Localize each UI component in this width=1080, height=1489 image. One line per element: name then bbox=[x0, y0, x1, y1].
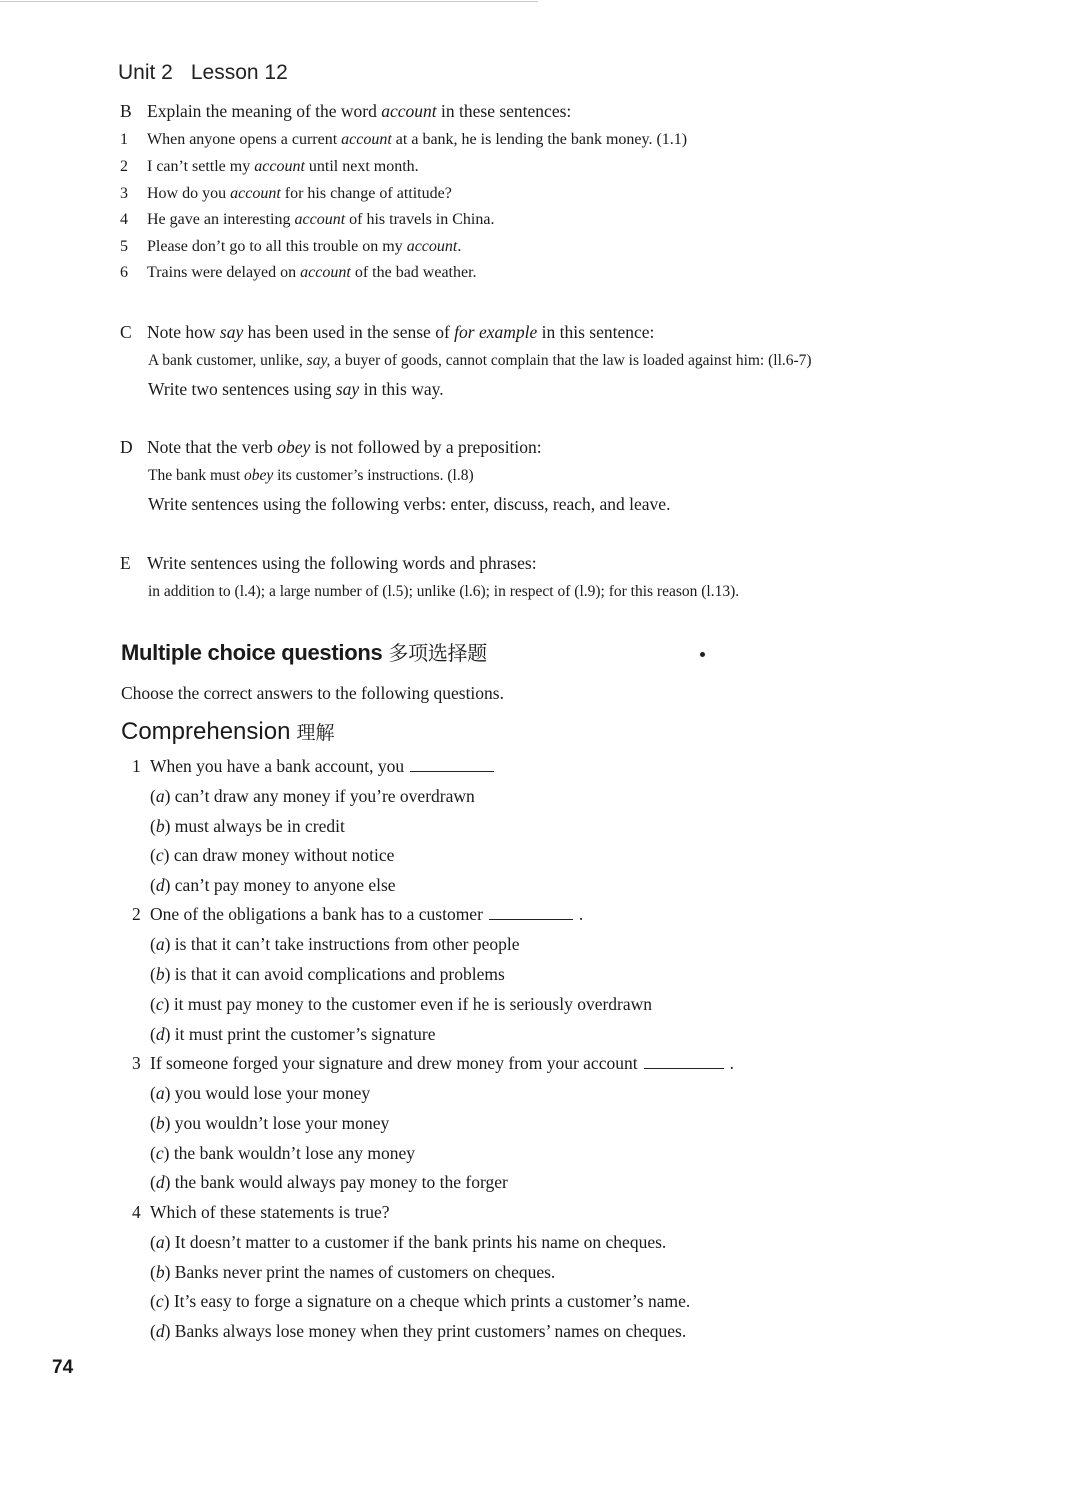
text: its customer’s instructions. (l.8) bbox=[273, 467, 474, 484]
answer-blank[interactable] bbox=[644, 1056, 724, 1069]
item-text-post: at a bank, he is lending the bank money. (1.1) bbox=[391, 131, 688, 148]
section-letter: E bbox=[120, 553, 131, 573]
text: has been used in the sense of bbox=[243, 322, 455, 342]
item-word: account bbox=[406, 238, 458, 255]
option[interactable]: (b) must always be in credit bbox=[150, 816, 345, 836]
option-label: b bbox=[155, 964, 165, 984]
b-item bbox=[120, 158, 419, 176]
question-number: 2 bbox=[132, 904, 141, 924]
option[interactable]: (d) Banks always lose money when they print customers’ names on cheques. bbox=[150, 1321, 687, 1341]
section-c-example bbox=[148, 352, 812, 370]
option-text: It’s easy to forge a signature on a cheque which prints a customer’s name. bbox=[173, 1291, 691, 1311]
option[interactable]: (d) the bank would always pay money to the forger bbox=[150, 1172, 508, 1192]
option-text: it must print the customer’s signature bbox=[174, 1024, 436, 1044]
text: Write two sentences using bbox=[148, 379, 336, 399]
option-label: d bbox=[155, 1321, 165, 1341]
option-label: a bbox=[155, 934, 165, 954]
option-label: a bbox=[155, 1232, 165, 1252]
item-text-pre: Trains were delayed on bbox=[147, 264, 301, 281]
option-text: it must pay money to the customer even if he is seriously overdrawn bbox=[173, 994, 653, 1014]
option-label: a bbox=[155, 786, 165, 806]
text: Note how bbox=[147, 322, 220, 342]
mcq-title bbox=[121, 637, 487, 666]
italic-word: say bbox=[335, 379, 360, 399]
item-word: account bbox=[230, 185, 281, 202]
option-label: b bbox=[155, 1113, 165, 1133]
text: Note that the verb bbox=[147, 437, 278, 457]
option-label: d bbox=[155, 1024, 165, 1044]
section-letter: B bbox=[120, 101, 132, 121]
option-text: Banks never print the names of customers on cheques. bbox=[174, 1262, 556, 1282]
option-text: must always be in credit bbox=[174, 816, 345, 836]
item-number: 6 bbox=[120, 264, 128, 281]
question-end: . bbox=[729, 1053, 734, 1073]
item-text-post: for his change of attitude? bbox=[280, 185, 452, 202]
option-label: b bbox=[155, 1262, 165, 1282]
option-label: b bbox=[155, 816, 165, 836]
b-item bbox=[120, 131, 687, 149]
option-text: can’t draw any money if you’re overdrawn bbox=[174, 786, 475, 806]
page-number: 74 bbox=[52, 1357, 74, 1378]
mcq-title-en: Multiple choice questions bbox=[121, 640, 383, 665]
option-text: It doesn’t matter to a customer if the bank prints his name on cheques. bbox=[174, 1232, 667, 1252]
item-text-pre: When anyone opens a current bbox=[147, 131, 342, 148]
text: in this sentence: bbox=[537, 322, 655, 342]
b-item bbox=[120, 238, 461, 256]
answer-blank[interactable] bbox=[410, 759, 494, 772]
item-number: 1 bbox=[120, 131, 128, 148]
comprehension-title: Comprehension bbox=[121, 718, 291, 745]
option[interactable]: (c) can draw money without notice bbox=[150, 845, 395, 865]
italic-word: say bbox=[219, 322, 244, 342]
item-word: account bbox=[300, 264, 351, 281]
question bbox=[132, 1202, 390, 1223]
section-c-heading bbox=[120, 322, 654, 343]
option-label: c bbox=[155, 1143, 164, 1163]
stray-dot bbox=[700, 652, 705, 657]
comprehension-heading bbox=[121, 718, 334, 746]
question-text: Which of these statements is true? bbox=[150, 1202, 390, 1222]
option[interactable]: (a) It doesn’t matter to a customer if the bank prints his name on cheques. bbox=[150, 1232, 667, 1252]
section-d-task: Write sentences using the following verbs: enter, discuss, reach, and leave. bbox=[148, 494, 671, 514]
option[interactable]: (a) is that it can’t take instructions from other people bbox=[150, 934, 520, 954]
section-letter: C bbox=[120, 322, 132, 342]
item-word: account bbox=[254, 158, 305, 175]
italic-word: obey bbox=[277, 437, 311, 457]
italic-word: say, bbox=[306, 352, 331, 369]
question bbox=[132, 756, 494, 777]
option-text: you wouldn’t lose your money bbox=[174, 1113, 390, 1133]
b-item bbox=[120, 211, 494, 229]
option-text: the bank would always pay money to the forger bbox=[174, 1172, 508, 1192]
section-letter: D bbox=[120, 437, 133, 457]
text: in this way. bbox=[359, 379, 444, 399]
lesson-label: Lesson 12 bbox=[190, 61, 288, 84]
italic-word: for example bbox=[454, 322, 538, 342]
section-e-heading bbox=[120, 553, 537, 574]
option-label: a bbox=[155, 1083, 165, 1103]
comprehension-title-zh: 理解 bbox=[296, 722, 335, 744]
b-item bbox=[120, 185, 452, 203]
item-text-pre: I can’t settle my bbox=[147, 158, 255, 175]
mcq-title-zh: 多项选择题 bbox=[388, 641, 487, 665]
item-number: 4 bbox=[120, 211, 128, 228]
option[interactable]: (a) you would lose your money bbox=[150, 1083, 371, 1103]
section-d-example bbox=[148, 467, 474, 485]
item-text-post: until next month. bbox=[304, 158, 419, 175]
item-number: 5 bbox=[120, 238, 128, 255]
item-text-post: of his travels in China. bbox=[345, 211, 495, 228]
text: a buyer of goods, cannot complain that the law is loaded against him: (ll.6-7) bbox=[330, 352, 812, 369]
question-number: 4 bbox=[132, 1202, 141, 1222]
option-label: c bbox=[155, 845, 164, 865]
question-end: . bbox=[578, 904, 584, 924]
italic-word: obey bbox=[244, 467, 274, 484]
option-text: can draw money without notice bbox=[173, 845, 395, 865]
option-text: you would lose your money bbox=[174, 1083, 371, 1103]
question-number: 3 bbox=[132, 1053, 141, 1073]
mcq-instruction: Choose the correct answers to the following questions. bbox=[121, 683, 504, 703]
unit-label: Unit 2 bbox=[118, 61, 173, 84]
item-word: account bbox=[341, 131, 392, 148]
option[interactable]: (d) it must print the customer’s signature bbox=[150, 1024, 436, 1044]
option[interactable]: (b) you wouldn’t lose your money bbox=[150, 1113, 390, 1133]
option[interactable]: (b) Banks never print the names of customers on cheques. bbox=[150, 1262, 556, 1282]
question-text: If someone forged your signature and drew money from your account bbox=[150, 1053, 638, 1073]
option-text: can’t pay money to anyone else bbox=[174, 875, 396, 895]
question bbox=[132, 904, 583, 925]
option-label: c bbox=[155, 994, 164, 1014]
option-text: is that it can’t take instructions from other people bbox=[174, 934, 520, 954]
section-c-task bbox=[148, 379, 444, 400]
text: Write sentences using the following words and phrases: bbox=[147, 553, 537, 573]
text: The bank must bbox=[148, 467, 244, 484]
unit-lesson-header bbox=[118, 61, 288, 85]
item-text-post: of the bad weather. bbox=[350, 264, 477, 281]
section-instruction-post: in these sentences: bbox=[436, 101, 572, 121]
option[interactable]: (c) it must pay money to the customer even if he is seriously overdrawn bbox=[150, 994, 653, 1014]
item-word: account bbox=[294, 211, 346, 228]
option[interactable]: (a) can’t draw any money if you’re overdrawn bbox=[150, 786, 475, 806]
section-b-heading bbox=[120, 101, 571, 122]
item-number: 3 bbox=[120, 185, 128, 202]
item-text-pre: How do you bbox=[147, 185, 231, 202]
option-label: c bbox=[155, 1291, 164, 1311]
top-rule bbox=[0, 1, 538, 2]
answer-blank[interactable] bbox=[489, 907, 573, 920]
item-text-pre: Please don’t go to all this trouble on my bbox=[147, 238, 407, 255]
section-e-phrases: in addition to (l.4); a large number of (l.5); unlike (l.6); in respect of (l.9); for this reason (l.13). bbox=[148, 583, 740, 600]
section-instruction-pre: Explain the meaning of the word bbox=[147, 101, 382, 121]
item-text-pre: He gave an interesting bbox=[147, 211, 295, 228]
option-text: is that it can avoid complications and problems bbox=[174, 964, 505, 984]
question bbox=[132, 1053, 734, 1074]
text: A bank customer, unlike, bbox=[148, 352, 307, 369]
option[interactable]: (c) It’s easy to forge a signature on a cheque which prints a customer’s name. bbox=[150, 1291, 691, 1311]
section-d-heading bbox=[120, 437, 542, 458]
option[interactable]: (c) the bank wouldn’t lose any money bbox=[150, 1143, 416, 1163]
question-text: When you have a bank account, you bbox=[150, 756, 405, 776]
b-item bbox=[120, 264, 477, 282]
option-label: d bbox=[155, 1172, 165, 1192]
option[interactable]: (d) can’t pay money to anyone else bbox=[150, 875, 396, 895]
section-instruction-word: account bbox=[381, 101, 437, 121]
item-number: 2 bbox=[120, 158, 128, 175]
option-text: the bank wouldn’t lose any money bbox=[173, 1143, 416, 1163]
option[interactable]: (b) is that it can avoid complications and problems bbox=[150, 964, 505, 984]
item-text-post: . bbox=[457, 238, 462, 255]
text: is not followed by a preposition: bbox=[310, 437, 542, 457]
question-number: 1 bbox=[132, 756, 141, 776]
option-text: Banks always lose money when they print customers’ names on cheques. bbox=[174, 1321, 687, 1341]
option-label: d bbox=[155, 875, 165, 895]
question-text: One of the obligations a bank has to a customer bbox=[150, 904, 483, 924]
